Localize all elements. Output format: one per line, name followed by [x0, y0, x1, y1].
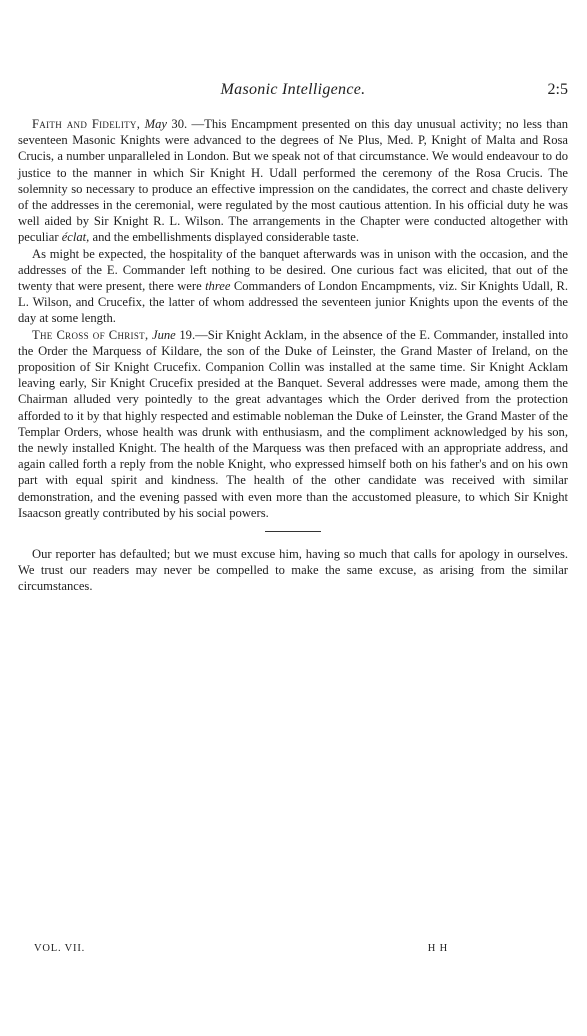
signature-mark: H H — [427, 943, 448, 954]
paragraph-text: Commanders of London Encampments, viz. Sir Knights Udall, R. L. Wilson, and Crucefix, the latter of whom addressed the seventeen junior Knights upon the events of the day at some length. — [18, 279, 569, 326]
emphasis-text: three — [205, 279, 231, 294]
report-date: May — [144, 117, 167, 131]
paragraph-text: As might be expected, the hospitality of the banquet afterwards was in unison with the occasion, and the addresses of the E. Commander left nothing to be desired. One curious fact was elicited, that out of the twenty that were present, there were — [18, 246, 568, 294]
lodge-name: The Cross of Christ, — [32, 327, 149, 342]
paragraph-text: and the embellishments displayed considerable taste. — [89, 230, 359, 245]
volume-label: VOL. VII. — [34, 943, 86, 954]
running-head — [18, 81, 568, 103]
page-number: 2:5 — [547, 81, 568, 98]
section-divider — [265, 531, 321, 532]
body-text — [18, 116, 568, 595]
paragraph-closing-note — [18, 546, 568, 595]
paragraph-text: Our reporter has defaulted; but we must excuse him, having so much that calls for apology in ourselves. We trust our readers may never be compelled to make the same excuse, as arising from the similar circumstances. — [18, 547, 568, 594]
paragraph-text: 19.—Sir Knight Acklam, in the absence of the E. Commander, installed into the Order the Marquess of Kildare, the son of the Duke of Leinster, the Grand Master of Ireland, on the proposition of Sir Knight Crucefix. Companion Collin was installed at the same time. Sir Knight Acklam leaving early, Sir Knight Crucefix presided at the Banquet. Several addresses were made, among them the Chairman alluded very pointedly to the great advantages which the Order derived from the protection afforded to it by that highly respected and estimable nobleman the Duke of Leinster, the Grand Master of the Templar Orders, whose health was drunk with enthusiasm, and the compliment acknowledged by his son, the newly installed Knight. The health of the Marquess was then prefaced with an appropriate address, and again called forth a reply from the noble Knight, who expressed himself both on his father's and on his own part with equal spirit and kindness. The health of the other candidate was received with similar demonstration, and the evening passed with even more than the accustomed pleasure, to which Sir Knight Isaacson greatly contributed by his social powers. — [18, 327, 569, 520]
paragraph-faith-and-fidelity — [18, 116, 568, 246]
emphasis-text: éclat, — [61, 230, 90, 245]
paragraph-banquet — [18, 246, 568, 327]
lodge-name: Faith and Fidelity, — [32, 117, 141, 131]
paragraph-text: 30. —This Encampment presented on this day unusual activity; no less than seventeen Masonic Knights were advanced to the degrees of Ne Plus, Med. P, Knight of Malta and Rosa Crucis, a number unparalleled in London. But we speak not of that circumstance. We would endeavour to do justice to the manner in which Sir Knight H. Udall performed the ceremony of the Rosa Crucis. The solemnity so necessary to produce an effective impression on the candidates, the correct and chaste delivery of the addresses in the ceremonial, were regulated by the most cautious attention. In his official duty he was well aided by Sir Knight R. L. Wilson. The arrangements in the Chapter were conducted altogether with peculiar — [18, 117, 568, 245]
paragraph-cross-of-christ — [18, 327, 568, 521]
running-title: Masonic Intelligence. — [220, 81, 366, 98]
report-date: June — [152, 327, 176, 342]
